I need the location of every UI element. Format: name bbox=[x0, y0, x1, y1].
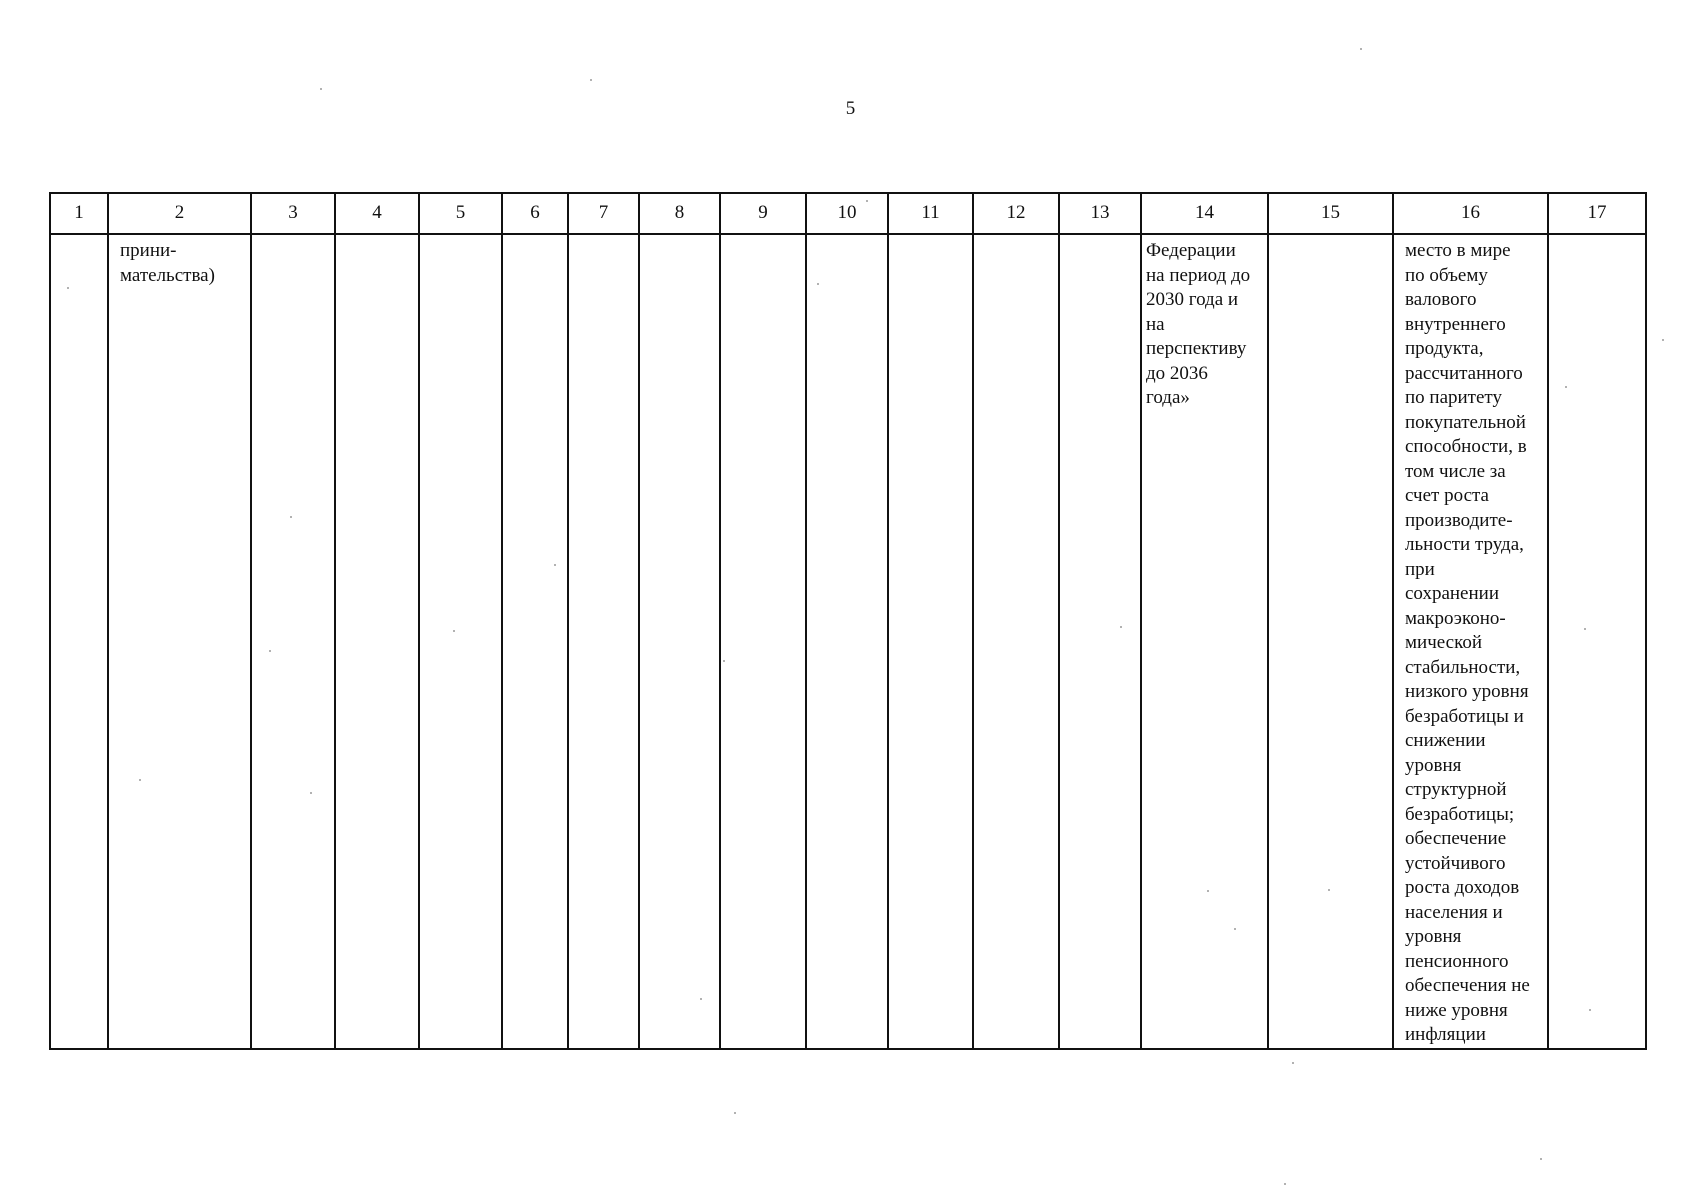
scan-speck bbox=[1234, 928, 1236, 930]
scan-speck bbox=[310, 792, 312, 794]
column-header-6: 6 bbox=[502, 193, 568, 234]
scan-speck bbox=[453, 630, 455, 632]
scan-speck bbox=[320, 88, 322, 90]
table-cell-col17 bbox=[1548, 234, 1646, 1049]
column-header-9: 9 bbox=[720, 193, 806, 234]
cell-text-col2: прини- мательства) bbox=[120, 240, 215, 286]
table-cell-col13 bbox=[1059, 234, 1141, 1049]
cell-text-col16: место в мире по объему валового внутреннего продукта, рассчитанного по паритету покупательной способности, в том числе за счет роста производите- льности труда, при сохранении макроэконо- мической стабильности, низкого уровня безработицы и снижении уровня структурной безработицы; обеспечение устойчивого роста доходов населения и уровня пенсионного обеспечения не ниже уровня инфляции bbox=[1405, 240, 1530, 1045]
scan-speck bbox=[1662, 339, 1664, 341]
scan-speck bbox=[817, 283, 819, 285]
table-cell-col2 bbox=[108, 234, 251, 1049]
scan-speck bbox=[1589, 1009, 1591, 1011]
scan-speck bbox=[1584, 628, 1586, 630]
column-header-10: 10 bbox=[806, 193, 888, 234]
column-header-15: 15 bbox=[1268, 193, 1393, 234]
table-cell-col9 bbox=[720, 234, 806, 1049]
scan-speck bbox=[1540, 1158, 1542, 1160]
table-cell-col8 bbox=[639, 234, 720, 1049]
table-header-row bbox=[50, 193, 1646, 234]
scan-speck bbox=[1207, 890, 1209, 892]
column-header-7: 7 bbox=[568, 193, 639, 234]
cell-text-col14: Федерации на период до 2030 года и на перспективу до 2036 года» bbox=[1146, 240, 1251, 408]
column-header-1: 1 bbox=[50, 193, 108, 234]
scan-speck bbox=[139, 779, 141, 781]
scan-speck bbox=[1284, 1183, 1286, 1185]
table-cell-col16 bbox=[1393, 234, 1548, 1049]
page-number: 5 bbox=[845, 98, 856, 119]
column-header-4: 4 bbox=[335, 193, 419, 234]
table-cell-col10 bbox=[806, 234, 888, 1049]
table-cell-col4 bbox=[335, 234, 419, 1049]
column-header-5: 5 bbox=[419, 193, 502, 234]
document-table bbox=[49, 192, 1647, 1050]
scan-speck bbox=[1292, 1062, 1294, 1064]
column-header-16: 16 bbox=[1393, 193, 1548, 234]
column-header-3: 3 bbox=[251, 193, 335, 234]
table-cell-col7 bbox=[568, 234, 639, 1049]
scan-speck bbox=[866, 200, 868, 202]
scan-speck bbox=[554, 564, 556, 566]
column-header-8: 8 bbox=[639, 193, 720, 234]
scan-speck bbox=[1328, 889, 1330, 891]
scan-speck bbox=[590, 79, 592, 81]
column-header-14: 14 bbox=[1141, 193, 1268, 234]
table-cell-col6 bbox=[502, 234, 568, 1049]
table-cell-col12 bbox=[973, 234, 1059, 1049]
scan-speck bbox=[1120, 626, 1122, 628]
scan-speck bbox=[700, 998, 702, 1000]
table-cell-col14 bbox=[1141, 234, 1268, 1049]
table-cell-col15 bbox=[1268, 234, 1393, 1049]
column-header-17: 17 bbox=[1548, 193, 1646, 234]
scan-speck bbox=[1565, 386, 1567, 388]
column-header-11: 11 bbox=[888, 193, 973, 234]
scan-speck bbox=[734, 1112, 736, 1114]
column-header-12: 12 bbox=[973, 193, 1059, 234]
column-header-2: 2 bbox=[108, 193, 251, 234]
table-cell-col1 bbox=[50, 234, 108, 1049]
table-cell-col5 bbox=[419, 234, 502, 1049]
scan-speck bbox=[1360, 48, 1362, 50]
table-body-row bbox=[50, 234, 1646, 1049]
table-cell-col3 bbox=[251, 234, 335, 1049]
scan-speck bbox=[67, 287, 69, 289]
scan-speck bbox=[290, 516, 292, 518]
table-cell-col11 bbox=[888, 234, 973, 1049]
column-header-13: 13 bbox=[1059, 193, 1141, 234]
scan-speck bbox=[269, 650, 271, 652]
scan-speck bbox=[723, 660, 725, 662]
